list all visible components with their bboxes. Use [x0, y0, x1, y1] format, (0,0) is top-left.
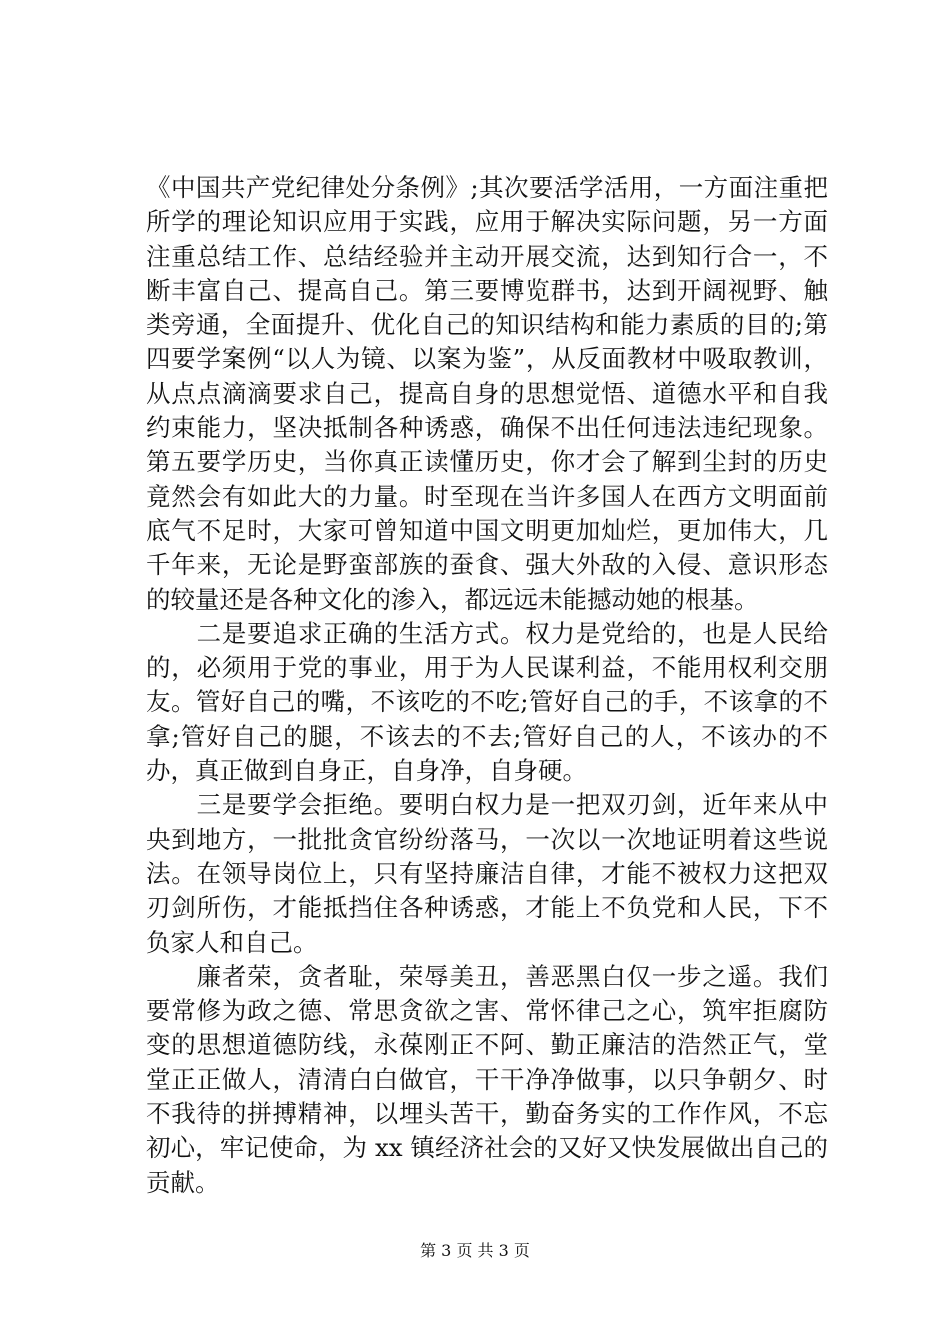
text-line: 要常修为政之德、常思贪欲之害、常怀律己之心，筑牢拒腐防 [146, 996, 828, 1026]
text-line: 法。在领导岗位上，只有坚持廉洁自律，才能不被权力这把双 [146, 858, 828, 888]
text-line: 底气不足时，大家可曾知道中国文明更加灿烂，更加伟大，几 [146, 515, 828, 545]
text-line: 初心，牢记使命，为 xx 镇经济社会的又好又快发展做出自己的 [146, 1133, 828, 1163]
text-line: 办，真正做到自身正，自身净，自身硬。 [146, 756, 587, 786]
text-line: 廉者荣，贪者耻，荣辱美丑，善恶黑白仅一步之遥。我们 [146, 961, 828, 991]
text-line: 二是要追求正确的生活方式。权力是党给的，也是人民给 [146, 618, 828, 648]
text-line: 注重总结工作、总结经验并主动开展交流，达到知行合一，不 [146, 241, 828, 271]
text-line: 拿;管好自己的腿，不该去的不去;管好自己的人，不该办的不 [146, 721, 828, 751]
text-line: 类旁通，全面提升、优化自己的知识结构和能力素质的目的;第 [146, 310, 828, 340]
text-line: 四要学案例“以人为镜、以案为鉴”，从反面教材中吸取教训， [146, 344, 828, 374]
text-line: 央到地方，一批批贪官纷纷落马，一次以一次地证明着这些说 [146, 824, 828, 854]
text-line: 刃剑所伤，才能抵挡住各种诱惑，才能上不负党和人民，下不 [146, 893, 828, 923]
page-number-label: 第 3 页 共 3 页 [420, 1241, 530, 1260]
body-text [146, 171, 828, 1200]
text-line: 变的思想道德防线，永葆刚正不阿、勤正廉洁的浩然正气，堂 [146, 1030, 828, 1060]
text-line: 竟然会有如此大的力量。时至现在当许多国人在西方文明面前 [146, 481, 828, 511]
text-line: 三是要学会拒绝。要明白权力是一把双刃剑，近年来从中 [146, 790, 828, 820]
text-line: 千年来，无论是野蛮部族的蚕食、强大外敌的入侵、意识形态 [146, 550, 828, 580]
text-line: 所学的理论知识应用于实践，应用于解决实际问题，另一方面 [146, 207, 828, 237]
text-line: 友。管好自己的嘴，不该吃的不吃;管好自己的手，不该拿的不 [146, 687, 828, 717]
text-line: 第五要学历史，当你真正读懂历史，你才会了解到尘封的历史 [146, 447, 828, 477]
text-line: 的，必须用于党的事业，用于为人民谋利益，不能用权利交朋 [146, 653, 828, 683]
text-line: 贡献。 [146, 1167, 220, 1197]
text-line: 的较量还是各种文化的渗入，都远远未能撼动她的根基。 [146, 584, 759, 614]
text-line: 堂正正做人，清清白白做官，干干净净做事，以只争朝夕、时 [146, 1064, 828, 1094]
text-line: 负家人和自己。 [146, 927, 318, 957]
page-footer [0, 1241, 950, 1261]
text-line: 从点点滴滴要求自己，提高自身的思想觉悟、道德水平和自我 [146, 378, 828, 408]
text-line: 《中国共产党纪律处分条例》;其次要活学活用，一方面注重把 [146, 173, 828, 202]
text-line: 不我待的拼搏精神，以埋头苦干，勤奋务实的工作作风，不忘 [146, 1099, 828, 1129]
text-line: 约束能力，坚决抵制各种诱惑，确保不出任何违法违纪现象。 [146, 413, 828, 443]
text-line: 断丰富自己、提高自己。第三要博览群书，达到开阔视野、触 [146, 275, 828, 305]
